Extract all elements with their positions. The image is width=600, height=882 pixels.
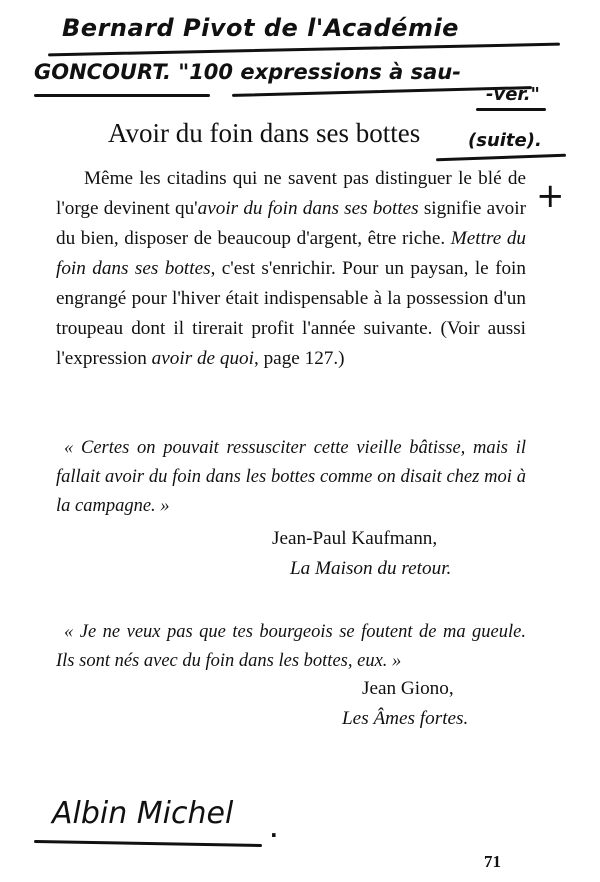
quote-text: « Je ne veux pas que tes bourgeois se foutent de ma gueule. Ils sont nés avec du foin dans les bottes, eux. » (56, 622, 526, 671)
handwritten-underline (436, 154, 566, 162)
handwritten-underline (48, 43, 560, 57)
handwritten-header-line2: GONCOURT. "100 expressions à sau- (34, 60, 461, 84)
handwritten-underline (476, 108, 546, 111)
handwritten-plus-mark: + (536, 176, 565, 216)
quote-text: « Certes on pouvait ressusciter cette vieille bâtisse, mais il fallait avoir du foin dans les bottes comme on disait chez moi à la campagne. » (56, 438, 526, 516)
page-title: Avoir du foin dans ses bottes (108, 118, 421, 149)
body-italic-text: avoir de quoi (151, 348, 254, 369)
handwritten-header-line1: Bernard Pivot de l'Académie (62, 14, 459, 42)
handwritten-dot: . (270, 818, 278, 842)
body-text: signifie avoir du bien, disposer de beaucoup d'argent, être riche. (56, 198, 526, 249)
handwritten-underline (34, 94, 210, 97)
handwritten-header-line2-end: -ver." (486, 84, 540, 105)
body-paragraph (56, 164, 526, 374)
handwritten-publisher: Albin Michel (52, 796, 234, 831)
body-italic-text: avoir du foin dans ses bottes (197, 198, 419, 219)
body-text: , page 127.) (253, 348, 345, 369)
quote-author: Jean Giono, (362, 678, 454, 699)
handwritten-suite-note: (suite). (468, 130, 542, 151)
body-text: , c'est s'enrichir. Pour un paysan, le foin engrangé pour l'hiver était indispensable à la possession d'un troupeau dont il tirerait profit l'année suivante. (Voir aussi l'expression (56, 258, 526, 369)
quote-book-title: La Maison du retour. (290, 558, 452, 579)
body-text: Même les citadins qui ne savent pas distinguer le blé de l'orge devinent qu' (56, 168, 526, 219)
body-italic-text: Mettre du foin dans ses bottes (56, 228, 527, 279)
page-number: 71 (484, 852, 501, 871)
handwritten-underline (34, 840, 262, 847)
quote-author: Jean-Paul Kaufmann, (272, 528, 438, 549)
quote-book-title: Les Âmes fortes. (342, 708, 469, 729)
